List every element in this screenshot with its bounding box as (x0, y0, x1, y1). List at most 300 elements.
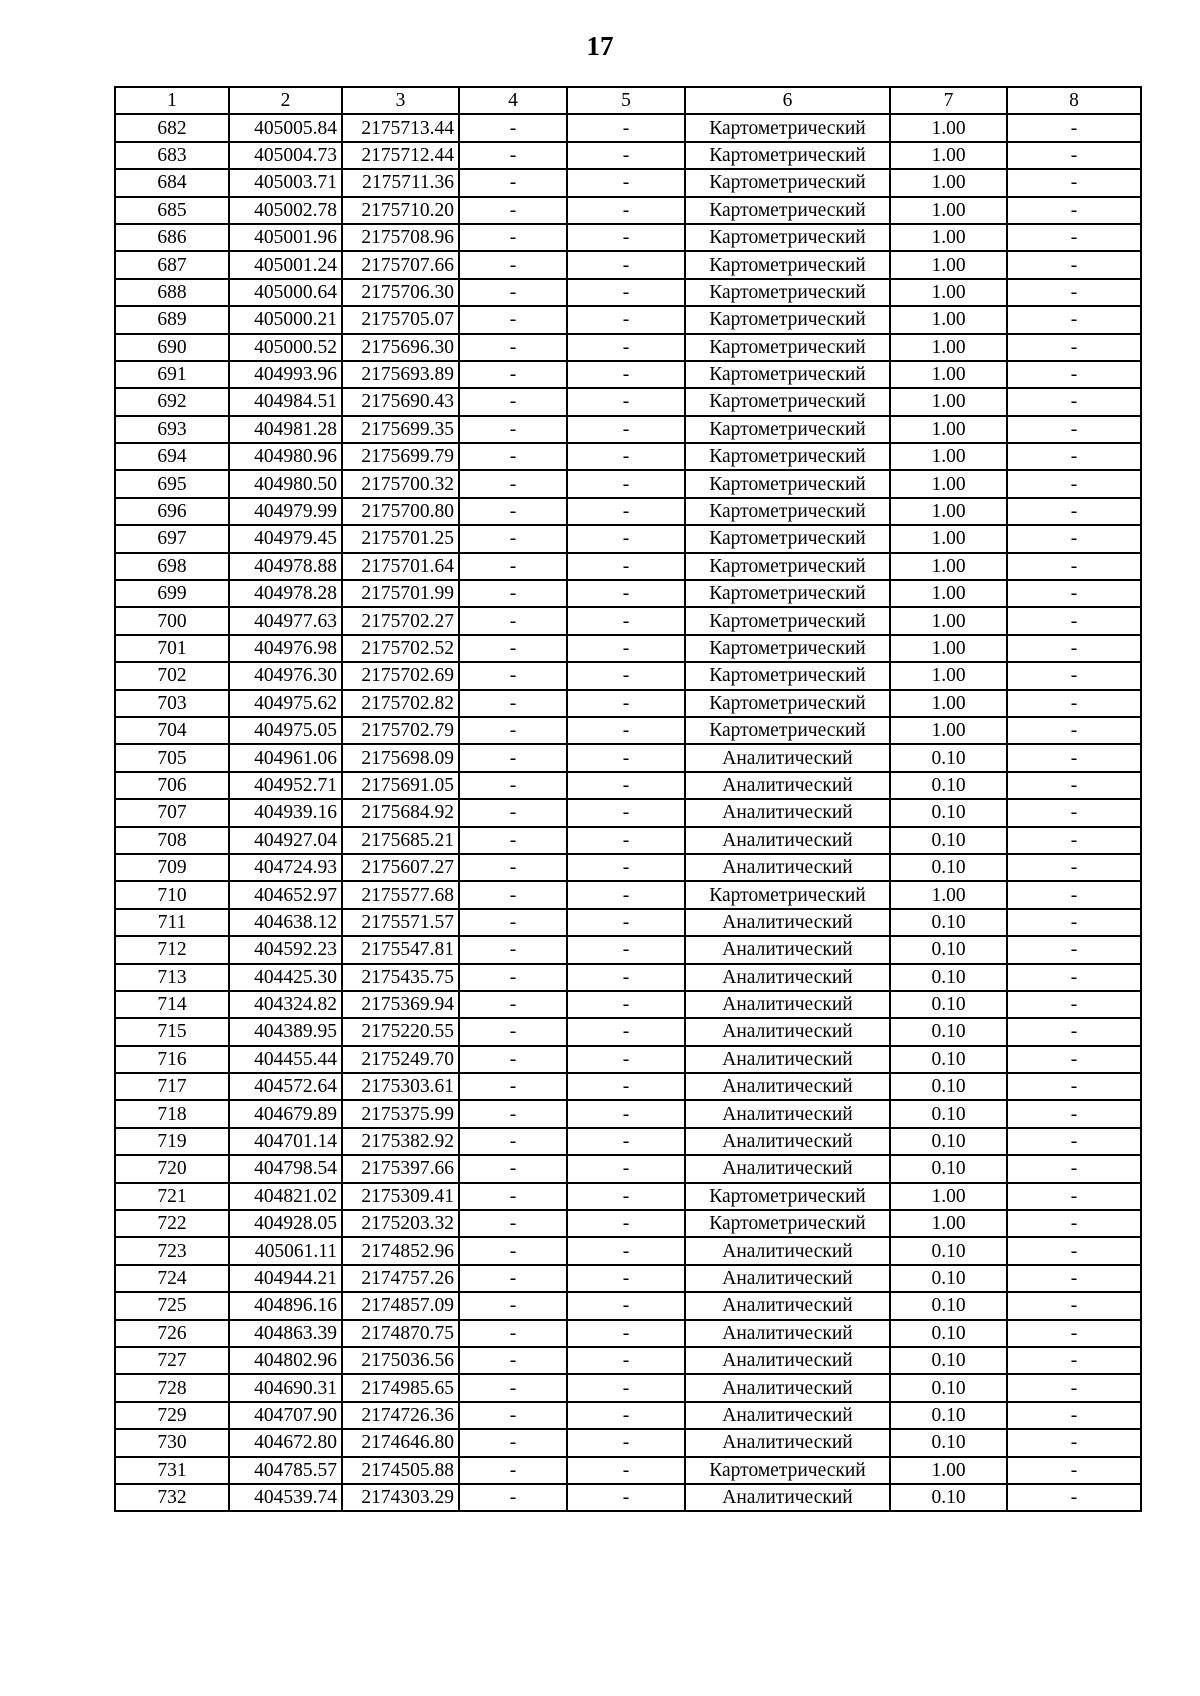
point-number-cell: 710 (115, 881, 229, 908)
table-row (115, 991, 1141, 1018)
table-row (115, 662, 1141, 689)
column-header: 4 (459, 87, 567, 114)
col4-cell: - (459, 1073, 567, 1100)
col8-cell: - (1007, 1210, 1141, 1237)
col5-cell: - (567, 1402, 685, 1429)
col5-cell: - (567, 114, 685, 141)
col8-cell: - (1007, 388, 1141, 415)
col5-cell: - (567, 607, 685, 634)
table-row (115, 553, 1141, 580)
col5-cell: - (567, 525, 685, 552)
y-coordinate-cell: 2175696.30 (342, 334, 459, 361)
point-number-cell: 713 (115, 964, 229, 991)
point-number-cell: 686 (115, 224, 229, 251)
method-cell: Картометрический (685, 361, 890, 388)
method-cell: Картометрический (685, 470, 890, 497)
method-cell: Аналитический (685, 854, 890, 881)
x-coordinate-cell: 404979.45 (229, 525, 342, 552)
x-coordinate-cell: 404979.99 (229, 498, 342, 525)
col5-cell: - (567, 142, 685, 169)
method-cell: Картометрический (685, 443, 890, 470)
method-cell: Аналитический (685, 799, 890, 826)
table-row (115, 1210, 1141, 1237)
col5-cell: - (567, 690, 685, 717)
col8-cell: - (1007, 1128, 1141, 1155)
method-cell: Аналитический (685, 772, 890, 799)
x-coordinate-cell: 404978.28 (229, 580, 342, 607)
method-cell: Аналитический (685, 1046, 890, 1073)
x-coordinate-cell: 404724.93 (229, 854, 342, 881)
col4-cell: - (459, 881, 567, 908)
y-coordinate-cell: 2175701.64 (342, 553, 459, 580)
table-row (115, 827, 1141, 854)
col8-cell: - (1007, 1374, 1141, 1401)
y-coordinate-cell: 2174505.88 (342, 1457, 459, 1484)
method-cell: Картометрический (685, 169, 890, 196)
col8-cell: - (1007, 717, 1141, 744)
col5-cell: - (567, 964, 685, 991)
y-coordinate-cell: 2175702.82 (342, 690, 459, 717)
col4-cell: - (459, 936, 567, 963)
col4-cell: - (459, 279, 567, 306)
method-cell: Аналитический (685, 1429, 890, 1456)
x-coordinate-cell: 405001.96 (229, 224, 342, 251)
table-header-row (115, 87, 1141, 114)
col8-cell: - (1007, 197, 1141, 224)
col5-cell: - (567, 772, 685, 799)
point-number-cell: 683 (115, 142, 229, 169)
table-row (115, 416, 1141, 443)
col5-cell: - (567, 744, 685, 771)
col8-cell: - (1007, 635, 1141, 662)
col5-cell: - (567, 1183, 685, 1210)
col4-cell: - (459, 1018, 567, 1045)
y-coordinate-cell: 2175249.70 (342, 1046, 459, 1073)
point-number-cell: 700 (115, 607, 229, 634)
table-row (115, 279, 1141, 306)
point-number-cell: 687 (115, 251, 229, 278)
y-coordinate-cell: 2175701.25 (342, 525, 459, 552)
method-cell: Аналитический (685, 1073, 890, 1100)
col5-cell: - (567, 1374, 685, 1401)
col5-cell: - (567, 991, 685, 1018)
y-coordinate-cell: 2175706.30 (342, 279, 459, 306)
table-row (115, 1100, 1141, 1127)
col5-cell: - (567, 827, 685, 854)
col8-cell: - (1007, 416, 1141, 443)
method-cell: Аналитический (685, 936, 890, 963)
col8-cell: - (1007, 909, 1141, 936)
col4-cell: - (459, 854, 567, 881)
accuracy-cell: 1.00 (890, 197, 1007, 224)
x-coordinate-cell: 404672.80 (229, 1429, 342, 1456)
accuracy-cell: 0.10 (890, 964, 1007, 991)
table-row (115, 251, 1141, 278)
accuracy-cell: 0.10 (890, 1018, 1007, 1045)
y-coordinate-cell: 2175699.35 (342, 416, 459, 443)
accuracy-cell: 1.00 (890, 306, 1007, 333)
col8-cell: - (1007, 1183, 1141, 1210)
y-coordinate-cell: 2175203.32 (342, 1210, 459, 1237)
col5-cell: - (567, 1347, 685, 1374)
accuracy-cell: 1.00 (890, 334, 1007, 361)
col8-cell: - (1007, 690, 1141, 717)
table-row (115, 1292, 1141, 1319)
col8-cell: - (1007, 1292, 1141, 1319)
accuracy-cell: 1.00 (890, 553, 1007, 580)
y-coordinate-cell: 2174852.96 (342, 1237, 459, 1264)
x-coordinate-cell: 404863.39 (229, 1320, 342, 1347)
col5-cell: - (567, 1237, 685, 1264)
table-row (115, 470, 1141, 497)
col8-cell: - (1007, 1073, 1141, 1100)
point-number-cell: 693 (115, 416, 229, 443)
x-coordinate-cell: 404939.16 (229, 799, 342, 826)
point-number-cell: 707 (115, 799, 229, 826)
x-coordinate-cell: 404785.57 (229, 1457, 342, 1484)
y-coordinate-cell: 2175712.44 (342, 142, 459, 169)
accuracy-cell: 0.10 (890, 1484, 1007, 1511)
accuracy-cell: 0.10 (890, 1374, 1007, 1401)
y-coordinate-cell: 2175702.27 (342, 607, 459, 634)
table-row (115, 799, 1141, 826)
col5-cell: - (567, 361, 685, 388)
table-row (115, 1018, 1141, 1045)
table-row (115, 1265, 1141, 1292)
col4-cell: - (459, 1155, 567, 1182)
y-coordinate-cell: 2175700.80 (342, 498, 459, 525)
col5-cell: - (567, 251, 685, 278)
col4-cell: - (459, 1457, 567, 1484)
y-coordinate-cell: 2175702.52 (342, 635, 459, 662)
x-coordinate-cell: 404977.63 (229, 607, 342, 634)
table-row (115, 936, 1141, 963)
x-coordinate-cell: 404802.96 (229, 1347, 342, 1374)
y-coordinate-cell: 2175702.79 (342, 717, 459, 744)
col4-cell: - (459, 580, 567, 607)
col4-cell: - (459, 388, 567, 415)
x-coordinate-cell: 404961.06 (229, 744, 342, 771)
y-coordinate-cell: 2174857.09 (342, 1292, 459, 1319)
point-number-cell: 727 (115, 1347, 229, 1374)
col8-cell: - (1007, 169, 1141, 196)
y-coordinate-cell: 2175698.09 (342, 744, 459, 771)
x-coordinate-cell: 404389.95 (229, 1018, 342, 1045)
method-cell: Картометрический (685, 114, 890, 141)
x-coordinate-cell: 404952.71 (229, 772, 342, 799)
col8-cell: - (1007, 936, 1141, 963)
col5-cell: - (567, 224, 685, 251)
y-coordinate-cell: 2175710.20 (342, 197, 459, 224)
col4-cell: - (459, 1429, 567, 1456)
table-row (115, 854, 1141, 881)
accuracy-cell: 1.00 (890, 580, 1007, 607)
y-coordinate-cell: 2175699.79 (342, 443, 459, 470)
accuracy-cell: 1.00 (890, 142, 1007, 169)
x-coordinate-cell: 404976.98 (229, 635, 342, 662)
accuracy-cell: 1.00 (890, 607, 1007, 634)
col8-cell: - (1007, 251, 1141, 278)
table-row (115, 1155, 1141, 1182)
y-coordinate-cell: 2175382.92 (342, 1128, 459, 1155)
accuracy-cell: 1.00 (890, 251, 1007, 278)
table-row (115, 1374, 1141, 1401)
col5-cell: - (567, 1073, 685, 1100)
x-coordinate-cell: 404539.74 (229, 1484, 342, 1511)
col5-cell: - (567, 799, 685, 826)
x-coordinate-cell: 404927.04 (229, 827, 342, 854)
accuracy-cell: 0.10 (890, 991, 1007, 1018)
col5-cell: - (567, 1320, 685, 1347)
col8-cell: - (1007, 1046, 1141, 1073)
col4-cell: - (459, 1237, 567, 1264)
col5-cell: - (567, 279, 685, 306)
col5-cell: - (567, 197, 685, 224)
method-cell: Картометрический (685, 662, 890, 689)
x-coordinate-cell: 404980.96 (229, 443, 342, 470)
column-header: 6 (685, 87, 890, 114)
accuracy-cell: 0.10 (890, 827, 1007, 854)
col5-cell: - (567, 553, 685, 580)
method-cell: Картометрический (685, 224, 890, 251)
col4-cell: - (459, 1402, 567, 1429)
x-coordinate-cell: 405004.73 (229, 142, 342, 169)
table-row (115, 114, 1141, 141)
accuracy-cell: 0.10 (890, 909, 1007, 936)
point-number-cell: 723 (115, 1237, 229, 1264)
accuracy-cell: 0.10 (890, 854, 1007, 881)
col4-cell: - (459, 498, 567, 525)
accuracy-cell: 1.00 (890, 498, 1007, 525)
method-cell: Картометрический (685, 1457, 890, 1484)
y-coordinate-cell: 2175693.89 (342, 361, 459, 388)
point-number-cell: 695 (115, 470, 229, 497)
col5-cell: - (567, 717, 685, 744)
col4-cell: - (459, 306, 567, 333)
col4-cell: - (459, 1210, 567, 1237)
table-row (115, 1320, 1141, 1347)
table-row (115, 224, 1141, 251)
accuracy-cell: 1.00 (890, 224, 1007, 251)
x-coordinate-cell: 404975.62 (229, 690, 342, 717)
table-row (115, 306, 1141, 333)
accuracy-cell: 0.10 (890, 936, 1007, 963)
point-number-cell: 720 (115, 1155, 229, 1182)
method-cell: Картометрический (685, 498, 890, 525)
table-row (115, 1429, 1141, 1456)
accuracy-cell: 1.00 (890, 662, 1007, 689)
table-row (115, 197, 1141, 224)
y-coordinate-cell: 2175036.56 (342, 1347, 459, 1374)
col4-cell: - (459, 470, 567, 497)
col8-cell: - (1007, 498, 1141, 525)
method-cell: Аналитический (685, 1374, 890, 1401)
accuracy-cell: 0.10 (890, 772, 1007, 799)
method-cell: Аналитический (685, 909, 890, 936)
col5-cell: - (567, 854, 685, 881)
col8-cell: - (1007, 881, 1141, 908)
method-cell: Картометрический (685, 1183, 890, 1210)
method-cell: Аналитический (685, 1292, 890, 1319)
accuracy-cell: 0.10 (890, 799, 1007, 826)
x-coordinate-cell: 404980.50 (229, 470, 342, 497)
col4-cell: - (459, 169, 567, 196)
coordinates-table (114, 86, 1142, 1512)
col4-cell: - (459, 964, 567, 991)
x-coordinate-cell: 404798.54 (229, 1155, 342, 1182)
accuracy-cell: 0.10 (890, 1265, 1007, 1292)
method-cell: Аналитический (685, 1100, 890, 1127)
col4-cell: - (459, 662, 567, 689)
x-coordinate-cell: 404707.90 (229, 1402, 342, 1429)
point-number-cell: 694 (115, 443, 229, 470)
accuracy-cell: 0.10 (890, 1237, 1007, 1264)
point-number-cell: 699 (115, 580, 229, 607)
col8-cell: - (1007, 1457, 1141, 1484)
table-row (115, 744, 1141, 771)
point-number-cell: 711 (115, 909, 229, 936)
point-number-cell: 708 (115, 827, 229, 854)
table-row (115, 388, 1141, 415)
col5-cell: - (567, 1018, 685, 1045)
table-row (115, 1183, 1141, 1210)
accuracy-cell: 0.10 (890, 1100, 1007, 1127)
point-number-cell: 731 (115, 1457, 229, 1484)
table-row (115, 361, 1141, 388)
table-body (115, 114, 1141, 1511)
col4-cell: - (459, 909, 567, 936)
col8-cell: - (1007, 1155, 1141, 1182)
point-number-cell: 709 (115, 854, 229, 881)
x-coordinate-cell: 404821.02 (229, 1183, 342, 1210)
accuracy-cell: 1.00 (890, 470, 1007, 497)
col8-cell: - (1007, 1402, 1141, 1429)
method-cell: Аналитический (685, 827, 890, 854)
y-coordinate-cell: 2175571.57 (342, 909, 459, 936)
col4-cell: - (459, 525, 567, 552)
col5-cell: - (567, 936, 685, 963)
col5-cell: - (567, 306, 685, 333)
point-number-cell: 730 (115, 1429, 229, 1456)
point-number-cell: 728 (115, 1374, 229, 1401)
point-number-cell: 718 (115, 1100, 229, 1127)
y-coordinate-cell: 2175375.99 (342, 1100, 459, 1127)
method-cell: Аналитический (685, 1155, 890, 1182)
col4-cell: - (459, 799, 567, 826)
point-number-cell: 706 (115, 772, 229, 799)
col8-cell: - (1007, 443, 1141, 470)
y-coordinate-cell: 2175707.66 (342, 251, 459, 278)
accuracy-cell: 1.00 (890, 690, 1007, 717)
table-row (115, 334, 1141, 361)
table-row (115, 690, 1141, 717)
column-header: 5 (567, 87, 685, 114)
col5-cell: - (567, 388, 685, 415)
x-coordinate-cell: 404975.05 (229, 717, 342, 744)
col5-cell: - (567, 1046, 685, 1073)
col4-cell: - (459, 1128, 567, 1155)
point-number-cell: 682 (115, 114, 229, 141)
col8-cell: - (1007, 306, 1141, 333)
col4-cell: - (459, 690, 567, 717)
col5-cell: - (567, 470, 685, 497)
point-number-cell: 696 (115, 498, 229, 525)
x-coordinate-cell: 404324.82 (229, 991, 342, 1018)
table-row (115, 1046, 1141, 1073)
col4-cell: - (459, 224, 567, 251)
point-number-cell: 732 (115, 1484, 229, 1511)
x-coordinate-cell: 405000.64 (229, 279, 342, 306)
table-row (115, 772, 1141, 799)
point-number-cell: 692 (115, 388, 229, 415)
accuracy-cell: 1.00 (890, 416, 1007, 443)
col4-cell: - (459, 443, 567, 470)
col4-cell: - (459, 1320, 567, 1347)
col5-cell: - (567, 1292, 685, 1319)
point-number-cell: 690 (115, 334, 229, 361)
method-cell: Аналитический (685, 744, 890, 771)
col8-cell: - (1007, 142, 1141, 169)
table-row (115, 881, 1141, 908)
y-coordinate-cell: 2174757.26 (342, 1265, 459, 1292)
x-coordinate-cell: 404592.23 (229, 936, 342, 963)
point-number-cell: 725 (115, 1292, 229, 1319)
table-row (115, 1347, 1141, 1374)
x-coordinate-cell: 404701.14 (229, 1128, 342, 1155)
point-number-cell: 701 (115, 635, 229, 662)
method-cell: Картометрический (685, 717, 890, 744)
point-number-cell: 684 (115, 169, 229, 196)
method-cell: Картометрический (685, 388, 890, 415)
col8-cell: - (1007, 827, 1141, 854)
table-row (115, 1073, 1141, 1100)
col8-cell: - (1007, 114, 1141, 141)
y-coordinate-cell: 2175547.81 (342, 936, 459, 963)
y-coordinate-cell: 2174985.65 (342, 1374, 459, 1401)
x-coordinate-cell: 404455.44 (229, 1046, 342, 1073)
accuracy-cell: 1.00 (890, 1457, 1007, 1484)
col8-cell: - (1007, 662, 1141, 689)
point-number-cell: 697 (115, 525, 229, 552)
col8-cell: - (1007, 279, 1141, 306)
method-cell: Аналитический (685, 1237, 890, 1264)
y-coordinate-cell: 2175303.61 (342, 1073, 459, 1100)
col4-cell: - (459, 1100, 567, 1127)
point-number-cell: 716 (115, 1046, 229, 1073)
col5-cell: - (567, 1100, 685, 1127)
accuracy-cell: 0.10 (890, 1347, 1007, 1374)
y-coordinate-cell: 2175220.55 (342, 1018, 459, 1045)
point-number-cell: 704 (115, 717, 229, 744)
table-row (115, 717, 1141, 744)
col5-cell: - (567, 1155, 685, 1182)
method-cell: Картометрический (685, 334, 890, 361)
point-number-cell: 698 (115, 553, 229, 580)
col8-cell: - (1007, 1100, 1141, 1127)
column-header: 8 (1007, 87, 1141, 114)
x-coordinate-cell: 405000.21 (229, 306, 342, 333)
col4-cell: - (459, 1265, 567, 1292)
method-cell: Аналитический (685, 1347, 890, 1374)
column-header: 1 (115, 87, 229, 114)
page-number: 17 (586, 31, 614, 61)
column-header: 2 (229, 87, 342, 114)
point-number-cell: 691 (115, 361, 229, 388)
point-number-cell: 689 (115, 306, 229, 333)
col8-cell: - (1007, 553, 1141, 580)
table-row (115, 580, 1141, 607)
col8-cell: - (1007, 607, 1141, 634)
